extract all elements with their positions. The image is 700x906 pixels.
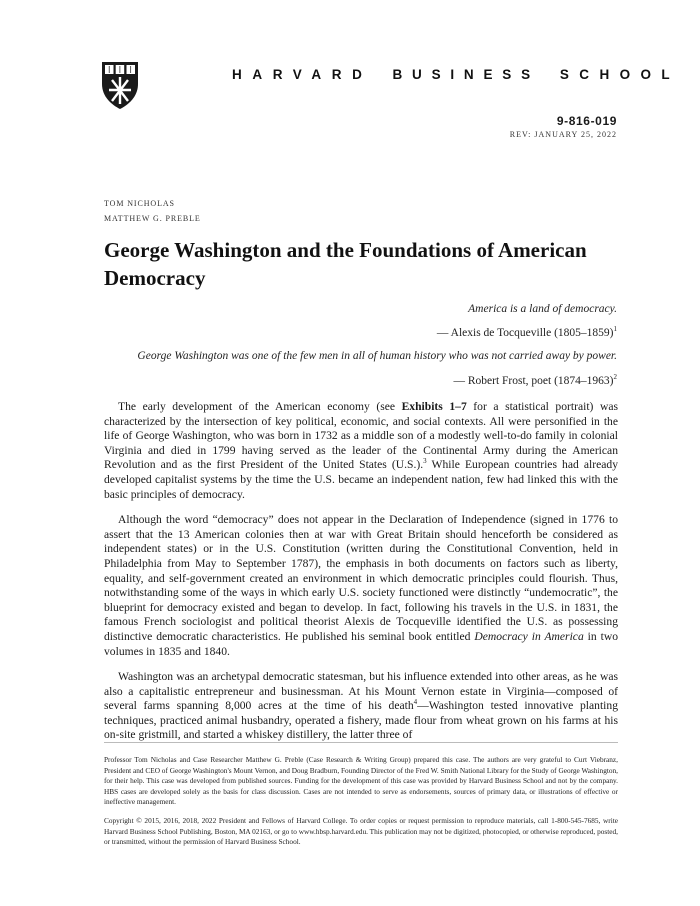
revision-date: REV: JANUARY 25, 2022	[509, 130, 617, 139]
author-note: Professor Tom Nicholas and Case Researcher Matthew G. Preble (Case Research & Writing Group) prepared this case. The authors are very grateful to Curt Viebranz, President and CEO of George Washington's Mount Vernon, and Doug Bradburn, Founding Director of the Fred W. Smith National Library for the Study of George Washington, for their help. This case was developed from published sources. Funding for the development of this case was provided by Harvard Business School and not by the company. HBS cases are developed solely as the basis for class discussion. Cases are not intended to serve as endorsements, sources of primary data, or illustrations of effective or ineffective management.	[104, 755, 618, 806]
epigraph-quote: George Washington was one of the few men in all of human history who was not carried away by power.	[137, 350, 617, 362]
document-title: George Washington and the Foundations of American Democracy	[104, 238, 587, 290]
masthead-harvard: HARVARD	[232, 66, 373, 82]
epigraph-quote: America is a land of democracy.	[468, 303, 617, 315]
exhibits-reference: Exhibits 1–7	[401, 400, 467, 413]
body-paragraph: Washington was an archetypal democratic statesman, but his influence extended into other areas, as he was also a capitalistic entrepreneur and businessman. At his Mount Vernon estate in Virginia—composed of several farms spanning 8,000 acres at the time of his death$^4$—Washington tested innovative planting techniques, practiced animal husbandry, operated a fishery, made flour from wheat grown on his farms at his on-site gristmill, and started a whiskey distillery, the latter three of	[104, 670, 618, 742]
copyright-note: Copyright © 2015, 2016, 2018, 2022 President and Fellows of Harvard College. To order copies or request permission to reproduce materials, call 1-800-545-7685, write Harvard Business School Publishing, Boston, MA 02163, or go to www.hbsp.harvard.edu. This publication may not be digitized, photocopied, or otherwise reproduced, posted, or transmitted, without the permission of Harvard Business School.	[104, 816, 618, 846]
author-name: MATTHEW G. PREBLE	[104, 214, 201, 223]
footnote-ref: 1	[613, 325, 617, 334]
epigraph-source: — Alexis de Tocqueville (1805–1859)$^1$	[436, 325, 617, 339]
body-paragraph: The early development of the American economy (see Exhibits 1–7 for a statistical portrait) was characterized by the intersection of key political, economic, and social contexts. All were personified in the life of George Washington, who was born in 1732 as a middle son of a modestly well-to-do family in colonial Virginia and died in 1799 having served as the leader of the Continental Army during the American Revolution and as the first President of the United States (U.S.).$^3$ While European countries had already developed capitalist systems by the time the U.S. became an independent nation, few had linked this with the basic principles of democracy.	[104, 400, 618, 501]
footnote-ref: 3	[423, 457, 427, 466]
book-title: Democracy in America	[474, 629, 584, 643]
author-name: TOM NICHOLAS	[104, 199, 175, 208]
masthead	[232, 64, 681, 84]
masthead-school: SCHOOL	[559, 66, 681, 82]
footnote-divider	[104, 742, 618, 743]
case-number: 9-816-019	[556, 114, 617, 128]
body-paragraph: Although the word “democracy” does not appear in the Declaration of Independence (signed in 1776 to assert that the 13 American colonies then at war with Great Britain should henceforth be considered as independent states) or in the U.S. Constitution (written during the Constitutional Convention, held in Philadelphia from May to September 1787), the emphasis in both documents on factors such as liberty, equality, and self-government created an environment in which democratic principles could flourish. Thus, notwithstanding some of the ways in which early U.S. society functioned were distinctly “undemocratic”, the blueprint for democracy existed and began to develop. In fact, following his travels in the U.S. in 1831, the famous French sociologist and political theorist Alexis de Tocqueville identified the U.S. as possessing distinctive democratic characteristics. He published his seminal book entitled Democracy in America in two volumes in 1835 and 1840.	[104, 513, 618, 658]
harvard-shield-veritas-icon	[100, 60, 140, 110]
masthead-business: BUSINESS	[392, 66, 540, 82]
epigraph-source: — Robert Frost, poet (1874–1963)$^2$	[453, 373, 617, 387]
footnote-ref: 4	[413, 698, 418, 707]
body-text	[104, 400, 618, 754]
footnote-ref: 2	[613, 373, 617, 382]
